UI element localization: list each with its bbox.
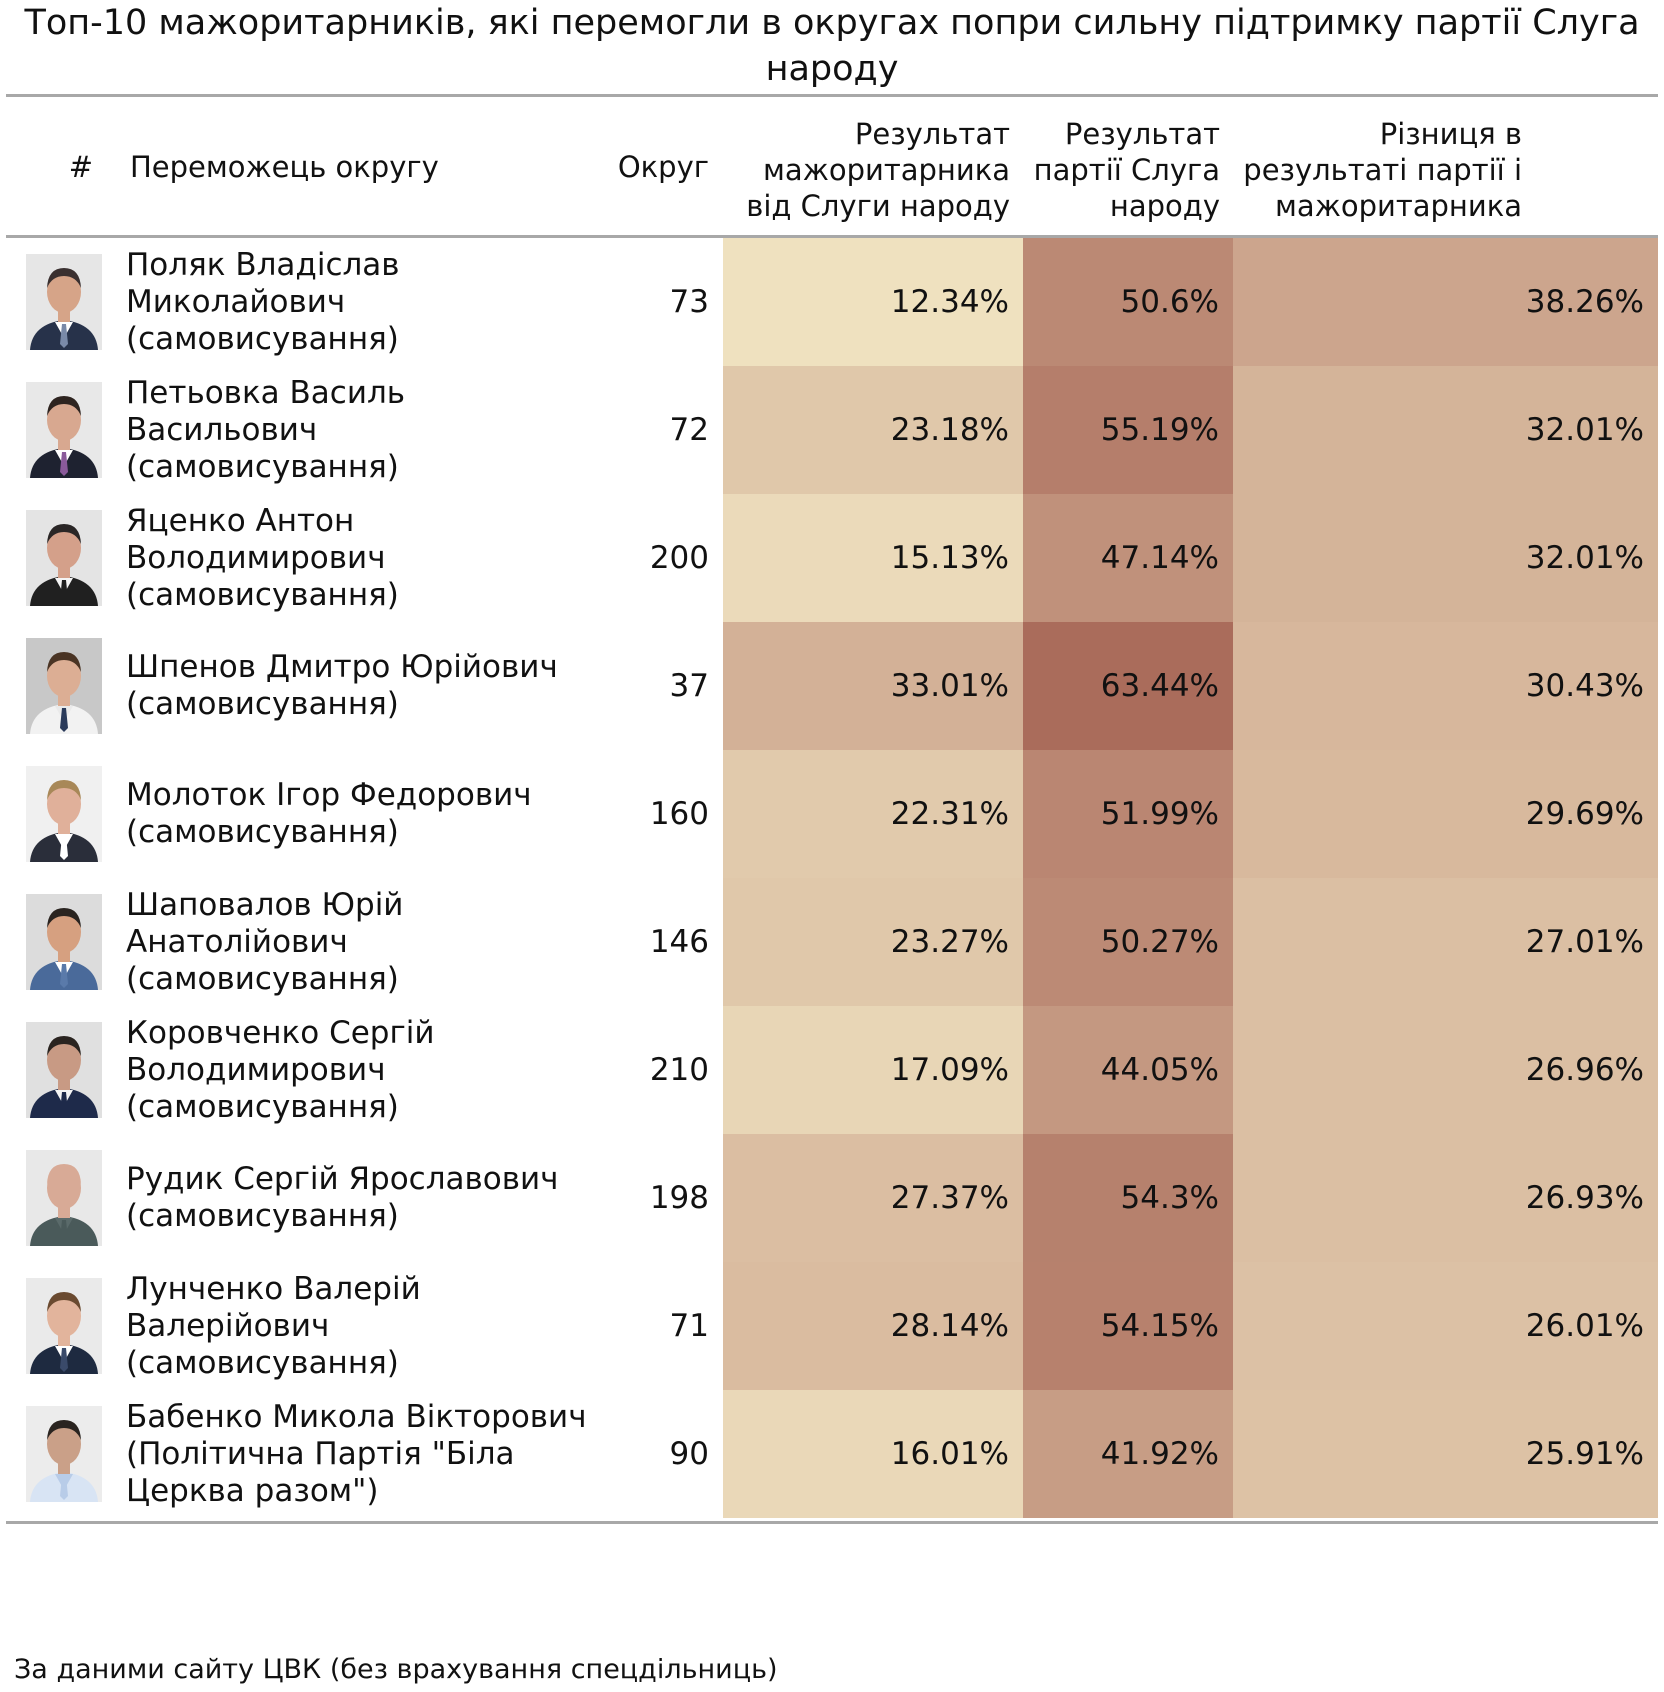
difference-cell: 38.26% xyxy=(1233,238,1658,366)
header-sn-candidate: Результат мажоритарника від Слуги народу xyxy=(746,117,1010,223)
table-row xyxy=(6,622,1658,750)
candidate-photo xyxy=(26,510,102,606)
sn-party-cell: 50.6% xyxy=(1023,238,1233,366)
table-row xyxy=(6,238,1658,366)
district-number: 90 xyxy=(669,1435,709,1472)
table-row xyxy=(6,366,1658,494)
portrait-icon xyxy=(26,1022,102,1118)
winner-name: Поляк Владіслав Миколайович (самовисування) xyxy=(126,246,400,357)
source-note: За даними сайту ЦВК (без врахування спецдільниць) xyxy=(14,1654,778,1685)
sn-candidate-cell: 33.01% xyxy=(723,622,1023,750)
difference-cell: 25.91% xyxy=(1233,1390,1658,1518)
difference-cell: 32.01% xyxy=(1233,494,1658,622)
sn-party-cell: 54.15% xyxy=(1023,1262,1233,1390)
difference-cell: 26.01% xyxy=(1233,1262,1658,1390)
sn-party-cell: 44.05% xyxy=(1023,1006,1233,1134)
portrait-icon xyxy=(26,1150,102,1246)
district-number: 71 xyxy=(669,1307,709,1344)
winner-name: Шпенов Дмитро Юрійович (самовисування) xyxy=(126,649,558,722)
portrait-icon xyxy=(26,1406,102,1502)
table-row xyxy=(6,1262,1658,1390)
sn-candidate-cell: 22.31% xyxy=(723,750,1023,878)
sn-candidate-cell: 12.34% xyxy=(723,238,1023,366)
winner-name: Коровченко Сергій Володимирович (самовисування) xyxy=(126,1014,435,1125)
chart-title: Топ-10 мажоритарників, які перемогли в округах попри сильну підтримку партії Слуга народу xyxy=(24,3,1640,89)
sn-candidate-cell: 23.27% xyxy=(723,878,1023,1006)
header-winner: Переможець округу xyxy=(130,150,439,184)
difference-cell: 27.01% xyxy=(1233,878,1658,1006)
candidate-photo xyxy=(26,382,102,478)
portrait-icon xyxy=(26,254,102,350)
winner-name: Молоток Ігор Федорович (самовисування) xyxy=(126,777,532,850)
district-number: 72 xyxy=(669,411,709,448)
table-row xyxy=(6,1006,1658,1134)
difference-cell: 32.01% xyxy=(1233,366,1658,494)
difference-cell: 26.96% xyxy=(1233,1006,1658,1134)
sn-party-cell: 50.27% xyxy=(1023,878,1233,1006)
table-row xyxy=(6,878,1658,1006)
portrait-icon xyxy=(26,766,102,862)
sn-candidate-cell: 27.37% xyxy=(723,1134,1023,1262)
sn-party-cell: 55.19% xyxy=(1023,366,1233,494)
portrait-icon xyxy=(26,638,102,734)
candidate-photo xyxy=(26,254,102,350)
sn-party-cell: 54.3% xyxy=(1023,1134,1233,1262)
sn-party-cell: 51.99% xyxy=(1023,750,1233,878)
table-row xyxy=(6,494,1658,622)
candidate-photo xyxy=(26,1022,102,1118)
header-difference: Різниця в результаті партії і мажоритарника xyxy=(1243,117,1522,223)
difference-cell: 30.43% xyxy=(1233,622,1658,750)
header-sn-party: Результат партії Слуга народу xyxy=(1033,117,1220,223)
header-rank: # xyxy=(68,150,93,184)
header-divider xyxy=(6,235,1658,238)
winner-name: Лунченко Валерій Валерійович (самовисування) xyxy=(126,1270,421,1381)
candidate-photo xyxy=(26,1278,102,1374)
table-row xyxy=(6,750,1658,878)
sn-candidate-cell: 16.01% xyxy=(723,1390,1023,1518)
district-number: 198 xyxy=(649,1179,709,1216)
portrait-icon xyxy=(26,382,102,478)
difference-cell: 29.69% xyxy=(1233,750,1658,878)
table-row xyxy=(6,1390,1658,1518)
winner-name: Бабенко Микола Вікторович (Політична Партія "Біла Церква разом") xyxy=(126,1398,587,1509)
district-number: 200 xyxy=(649,539,709,576)
winner-name: Петьовка Василь Васильович (самовисування) xyxy=(126,374,406,485)
results-table xyxy=(6,0,1658,1692)
portrait-icon xyxy=(26,510,102,606)
candidate-photo xyxy=(26,638,102,734)
sn-candidate-cell: 28.14% xyxy=(723,1262,1023,1390)
district-number: 37 xyxy=(669,667,709,704)
header-district: Округ xyxy=(617,150,709,184)
sn-party-cell: 47.14% xyxy=(1023,494,1233,622)
sn-party-cell: 41.92% xyxy=(1023,1390,1233,1518)
table-row xyxy=(6,1134,1658,1262)
difference-cell: 26.93% xyxy=(1233,1134,1658,1262)
district-number: 210 xyxy=(649,1051,709,1088)
candidate-photo xyxy=(26,894,102,990)
winner-name: Шаповалов Юрій Анатолійович (самовисування) xyxy=(126,886,404,997)
winner-name: Рудик Сергій Ярославович (самовисування) xyxy=(126,1161,559,1234)
portrait-icon xyxy=(26,894,102,990)
district-number: 160 xyxy=(649,795,709,832)
candidate-photo xyxy=(26,766,102,862)
district-number: 73 xyxy=(669,283,709,320)
sn-candidate-cell: 23.18% xyxy=(723,366,1023,494)
bottom-divider xyxy=(6,1521,1658,1524)
candidate-photo xyxy=(26,1406,102,1502)
district-number: 146 xyxy=(649,923,709,960)
sn-candidate-cell: 15.13% xyxy=(723,494,1023,622)
candidate-photo xyxy=(26,1150,102,1246)
portrait-icon xyxy=(26,1278,102,1374)
winner-name: Яценко Антон Володимирович (самовисування) xyxy=(126,502,399,613)
sn-party-cell: 63.44% xyxy=(1023,622,1233,750)
sn-candidate-cell: 17.09% xyxy=(723,1006,1023,1134)
